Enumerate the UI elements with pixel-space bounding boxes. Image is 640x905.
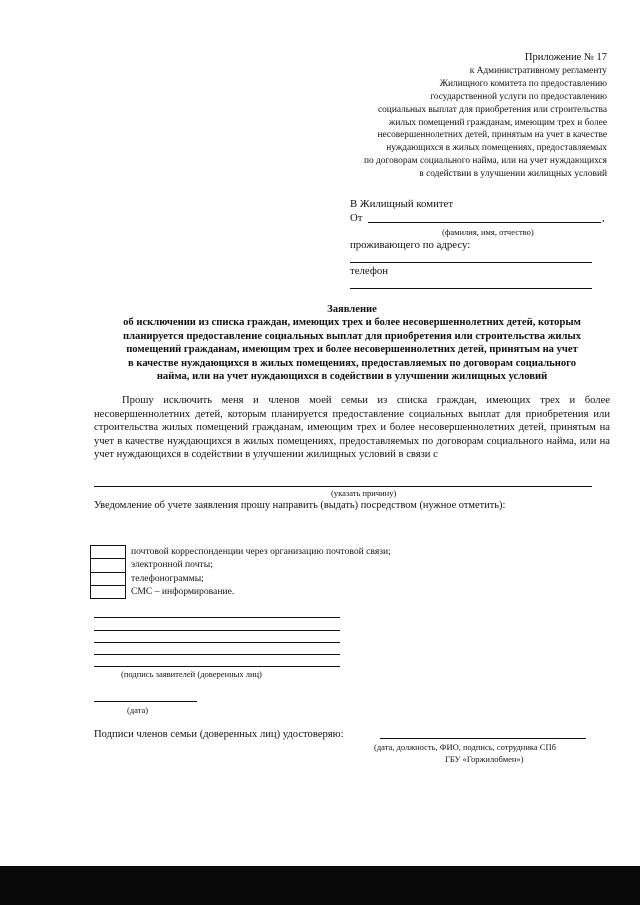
- certifier-caption-1: (дата, должность, ФИО, подпись, сотрудника СПб: [374, 742, 556, 752]
- appendix-line: несовершеннолетних детей, принятым на учет в качестве: [377, 130, 607, 141]
- appendix-line: нуждающихся в жилых помещениях, предоставляемых: [386, 143, 607, 154]
- addressee-to: В Жилищный комитет: [350, 198, 454, 210]
- option-checkbox[interactable]: [90, 545, 126, 559]
- applicant-signature-line[interactable]: [94, 666, 340, 667]
- applicant-signature-line[interactable]: [94, 630, 340, 631]
- family-label: Подписи членов семьи (доверенных лиц) удостоверяю:: [94, 729, 344, 740]
- appendix-line: в содействии в улучшении жилищных условий: [419, 169, 607, 180]
- from-label: От: [350, 212, 363, 224]
- from-name-field[interactable]: [368, 210, 601, 223]
- certifier-caption-2: ГБУ «Горжилобмен»): [445, 754, 524, 764]
- date-field[interactable]: [94, 701, 197, 702]
- appendix-line: по договорам социального найма, или на учет нуждающихся: [363, 156, 607, 167]
- address-field[interactable]: [350, 250, 592, 263]
- applicant-signature-line[interactable]: [94, 642, 340, 643]
- applicant-signature-line[interactable]: [94, 654, 340, 655]
- option-label: телефонограммы;: [131, 572, 204, 584]
- appendix-line: к Административному регламенту: [469, 65, 607, 76]
- date-caption: (дата): [127, 705, 149, 715]
- application-title: [94, 303, 610, 383]
- phone-field[interactable]: [350, 276, 592, 289]
- subject-line: об исключении из списка граждан, имеющих трех и более несовершеннолетних детей, которым: [123, 317, 581, 329]
- appendix-line: Жилищного комитета по предоставлению: [439, 78, 607, 89]
- body-paragraph: Прошу исключить меня и членов моей семьи из списка граждан, имеющих трех и более несовершеннолетних детей, которым планируется предоставление социальных выплат для приобретения или строительства жилых помещений гражданам, имеющим трех и более несовершеннолетних детей, принятым на учет в качестве нуждающихся в жилых помещениях, предоставляемых по договорам социального найма, или на учет нуждающихся в содействии в улучшении жилищных условий в связи с: [94, 395, 610, 461]
- phone-label: телефон: [350, 265, 388, 277]
- subject-line: помещений гражданам, имеющим трех и более несовершеннолетних детей, принятым на учет: [126, 344, 578, 356]
- option-label: почтовой корреспонденции через организацию почтовой связи;: [131, 546, 391, 557]
- applicant-signature-line[interactable]: [94, 617, 340, 618]
- option-checkbox[interactable]: [90, 572, 126, 586]
- notification-label: Уведомление об учете заявления прошу направить (выдать) посредством (нужное отметить):: [94, 500, 506, 511]
- subject-line: планируется предоставление социальных выплат для приобретения или строительства жилых: [122, 330, 581, 342]
- from-end-comma: ,: [602, 212, 605, 224]
- name-caption: (фамилия, имя, отчество): [442, 227, 534, 237]
- option-checkbox[interactable]: [90, 558, 126, 572]
- appendix-line: жилых помещений гражданам, имеющим трех и более: [388, 117, 607, 128]
- subject-line: в качестве нуждающихся в жилых помещениях, предоставляемых по договорам социального: [128, 357, 576, 369]
- reason-field[interactable]: [94, 486, 592, 487]
- appendix-line: социальных выплат для приобретения или строительства: [377, 104, 607, 115]
- appendix-line: государственной услуги по предоставлению: [430, 91, 607, 102]
- option-checkbox[interactable]: [90, 585, 126, 599]
- certifier-field[interactable]: [380, 738, 586, 739]
- appendix-title: Приложение № 17: [524, 52, 607, 63]
- address-label: проживающего по адресу:: [350, 239, 471, 251]
- appendix-block: [307, 52, 607, 181]
- application-heading: Заявление: [327, 304, 377, 315]
- reason-caption: (указать причину): [331, 488, 397, 498]
- application-body: [94, 394, 610, 462]
- option-label: СМС – информирование.: [131, 585, 235, 597]
- applicants-caption: (подпись заявителей (доверенных лиц): [121, 669, 262, 679]
- option-label: электронной почты;: [131, 559, 213, 571]
- subject-line: найма, или на учет нуждающихся в содействии в улучшении жилищных условий: [156, 371, 548, 383]
- scan-border: [0, 866, 640, 905]
